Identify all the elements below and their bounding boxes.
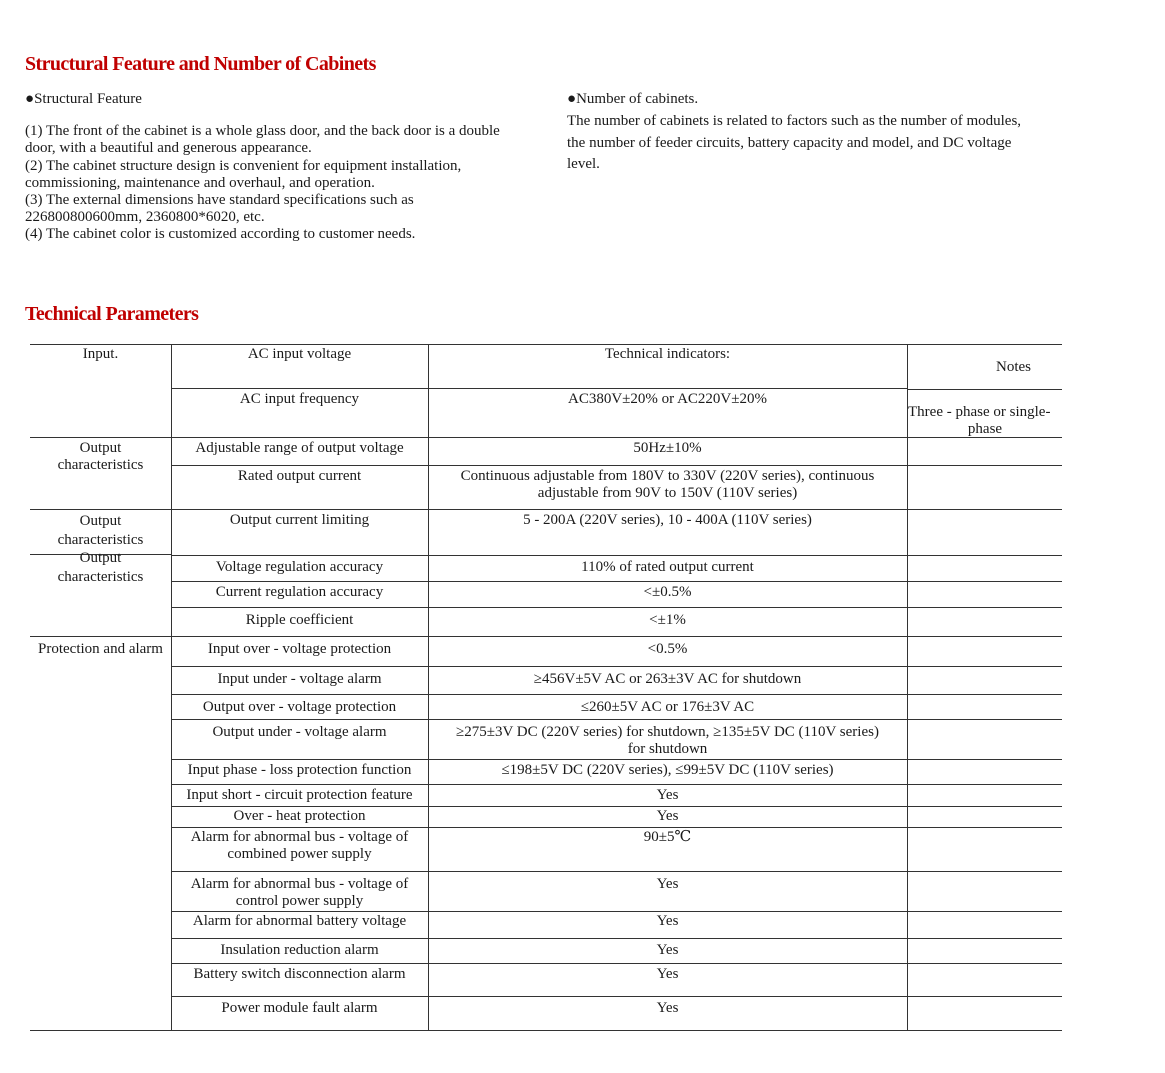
row-divider [171, 996, 1062, 997]
row-divider [171, 784, 1062, 785]
group-label: Output characteristics Output characteristics [57, 513, 144, 585]
notes-header: Notes [996, 359, 1031, 375]
value-cell: Yes [656, 1000, 679, 1016]
row-divider [171, 911, 1062, 912]
group-label: Input. [82, 346, 119, 362]
feature-line: (3) The external dimensions have standard specifications such as [25, 192, 414, 208]
value-cell: Yes [656, 876, 679, 892]
row-divider [171, 759, 1062, 760]
feature-line: (4) The cabinet color is customized according to customer needs. [25, 226, 416, 242]
parameter-cell: Input short - circuit protection feature [186, 787, 413, 803]
structural-feature-subtitle: ●Structural Feature [25, 91, 142, 107]
parameter-cell: Alarm for abnormal bus - voltage of combined power supply [190, 829, 409, 862]
value-cell: ≤260±5V AC or 176±3V AC [580, 699, 755, 715]
row-divider [171, 963, 1062, 964]
parameter-cell: Voltage regulation accuracy [215, 559, 384, 575]
value-cell: Yes [656, 808, 679, 824]
value-cell: Yes [656, 787, 679, 803]
parameter-cell: Input under - voltage alarm [217, 671, 382, 687]
value-cell: Continuous adjustable from 180V to 330V (220V series), continuous adjustable from 90V to 150V (110V series) [460, 468, 875, 501]
value-cell: <±1% [649, 612, 686, 628]
cabinets-subtitle: ●Number of cabinets. [567, 91, 699, 107]
value-cell: Technical indicators: [604, 346, 731, 362]
value-cell: ≤198±5V DC (220V series), ≤99±5V DC (110V series) [501, 762, 834, 778]
row-divider [171, 555, 1062, 556]
feature-line: 226800800600mm, 2360800*6020, etc. [25, 209, 265, 225]
feature-line: (1) The front of the cabinet is a whole glass door, and the back door is a double [25, 123, 500, 139]
group-label: Protection and alarm [38, 641, 163, 657]
parameter-cell: Current regulation accuracy [215, 584, 384, 600]
feature-line: door, with a beautiful and generous appearance. [25, 140, 312, 156]
row-divider [171, 827, 1062, 828]
feature-line: (2) The cabinet structure design is convenient for equipment installation, [25, 158, 462, 174]
feature-line: commissioning, maintenance and overhaul, and operation. [25, 175, 375, 191]
parameter-cell: Battery switch disconnection alarm [193, 966, 406, 982]
notes-cell: Three - phase or single- phase [908, 404, 1051, 437]
row-divider [907, 389, 1062, 390]
value-cell: <±0.5% [643, 584, 692, 600]
value-cell: Yes [656, 913, 679, 929]
parameter-cell: Alarm for abnormal battery voltage [192, 913, 407, 929]
value-cell: AC380V±20% or AC220V±20% [568, 391, 767, 407]
row-divider [171, 388, 907, 389]
row-divider [171, 938, 1062, 939]
parameter-cell: Output over - voltage protection [202, 699, 397, 715]
parameter-cell: AC input frequency [239, 391, 360, 407]
row-divider [171, 465, 1062, 466]
row-divider [171, 607, 1062, 608]
parameter-cell: Adjustable range of output voltage [195, 440, 404, 456]
row-divider [171, 871, 1062, 872]
parameter-cell: Input phase - loss protection function [187, 762, 412, 778]
parameter-cell: Power module fault alarm [221, 1000, 378, 1016]
section-title-technical: Technical Parameters [25, 303, 199, 325]
parameter-cell: Output current limiting [229, 512, 370, 528]
value-cell: ≥275±3V DC (220V series) for shutdown, ≥135±5V DC (110V series) for shutdown [456, 724, 879, 757]
value-cell: 50Hz±10% [633, 440, 702, 456]
parameter-cell: Rated output current [237, 468, 362, 484]
group-label: Output characteristics [57, 440, 144, 473]
parameter-cell: Alarm for abnormal bus - voltage of control power supply [190, 876, 409, 909]
parameter-cell: Input over - voltage protection [207, 641, 392, 657]
row-divider [171, 666, 1062, 667]
value-cell: Yes [656, 942, 679, 958]
parameter-cell: Insulation reduction alarm [220, 942, 379, 958]
value-cell: 90±5℃ [643, 829, 692, 845]
parameter-cell: Ripple coefficient [245, 612, 354, 628]
column-divider [907, 344, 908, 1031]
cabinets-line: the number of feeder circuits, battery capacity and model, and DC voltage [567, 135, 1012, 151]
row-divider [171, 719, 1062, 720]
parameter-cell: AC input voltage [247, 346, 352, 362]
cabinets-line: level. [567, 156, 600, 172]
cabinets-line: The number of cabinets is related to factors such as the number of modules, [567, 113, 1022, 129]
parameter-cell: Output under - voltage alarm [212, 724, 387, 740]
row-divider [171, 581, 1062, 582]
value-cell: 110% of rated output current [581, 559, 754, 575]
row-divider [171, 806, 1062, 807]
value-cell: Yes [656, 966, 679, 982]
value-cell: 5 - 200A (220V series), 10 - 400A (110V series) [523, 512, 812, 528]
row-divider [171, 694, 1062, 695]
parameter-cell: Over - heat protection [233, 808, 366, 824]
section-title-structural: Structural Feature and Number of Cabinets [25, 53, 376, 75]
value-cell: ≥456V±5V AC or 263±3V AC for shutdown [533, 671, 802, 687]
value-cell: <0.5% [647, 641, 688, 657]
